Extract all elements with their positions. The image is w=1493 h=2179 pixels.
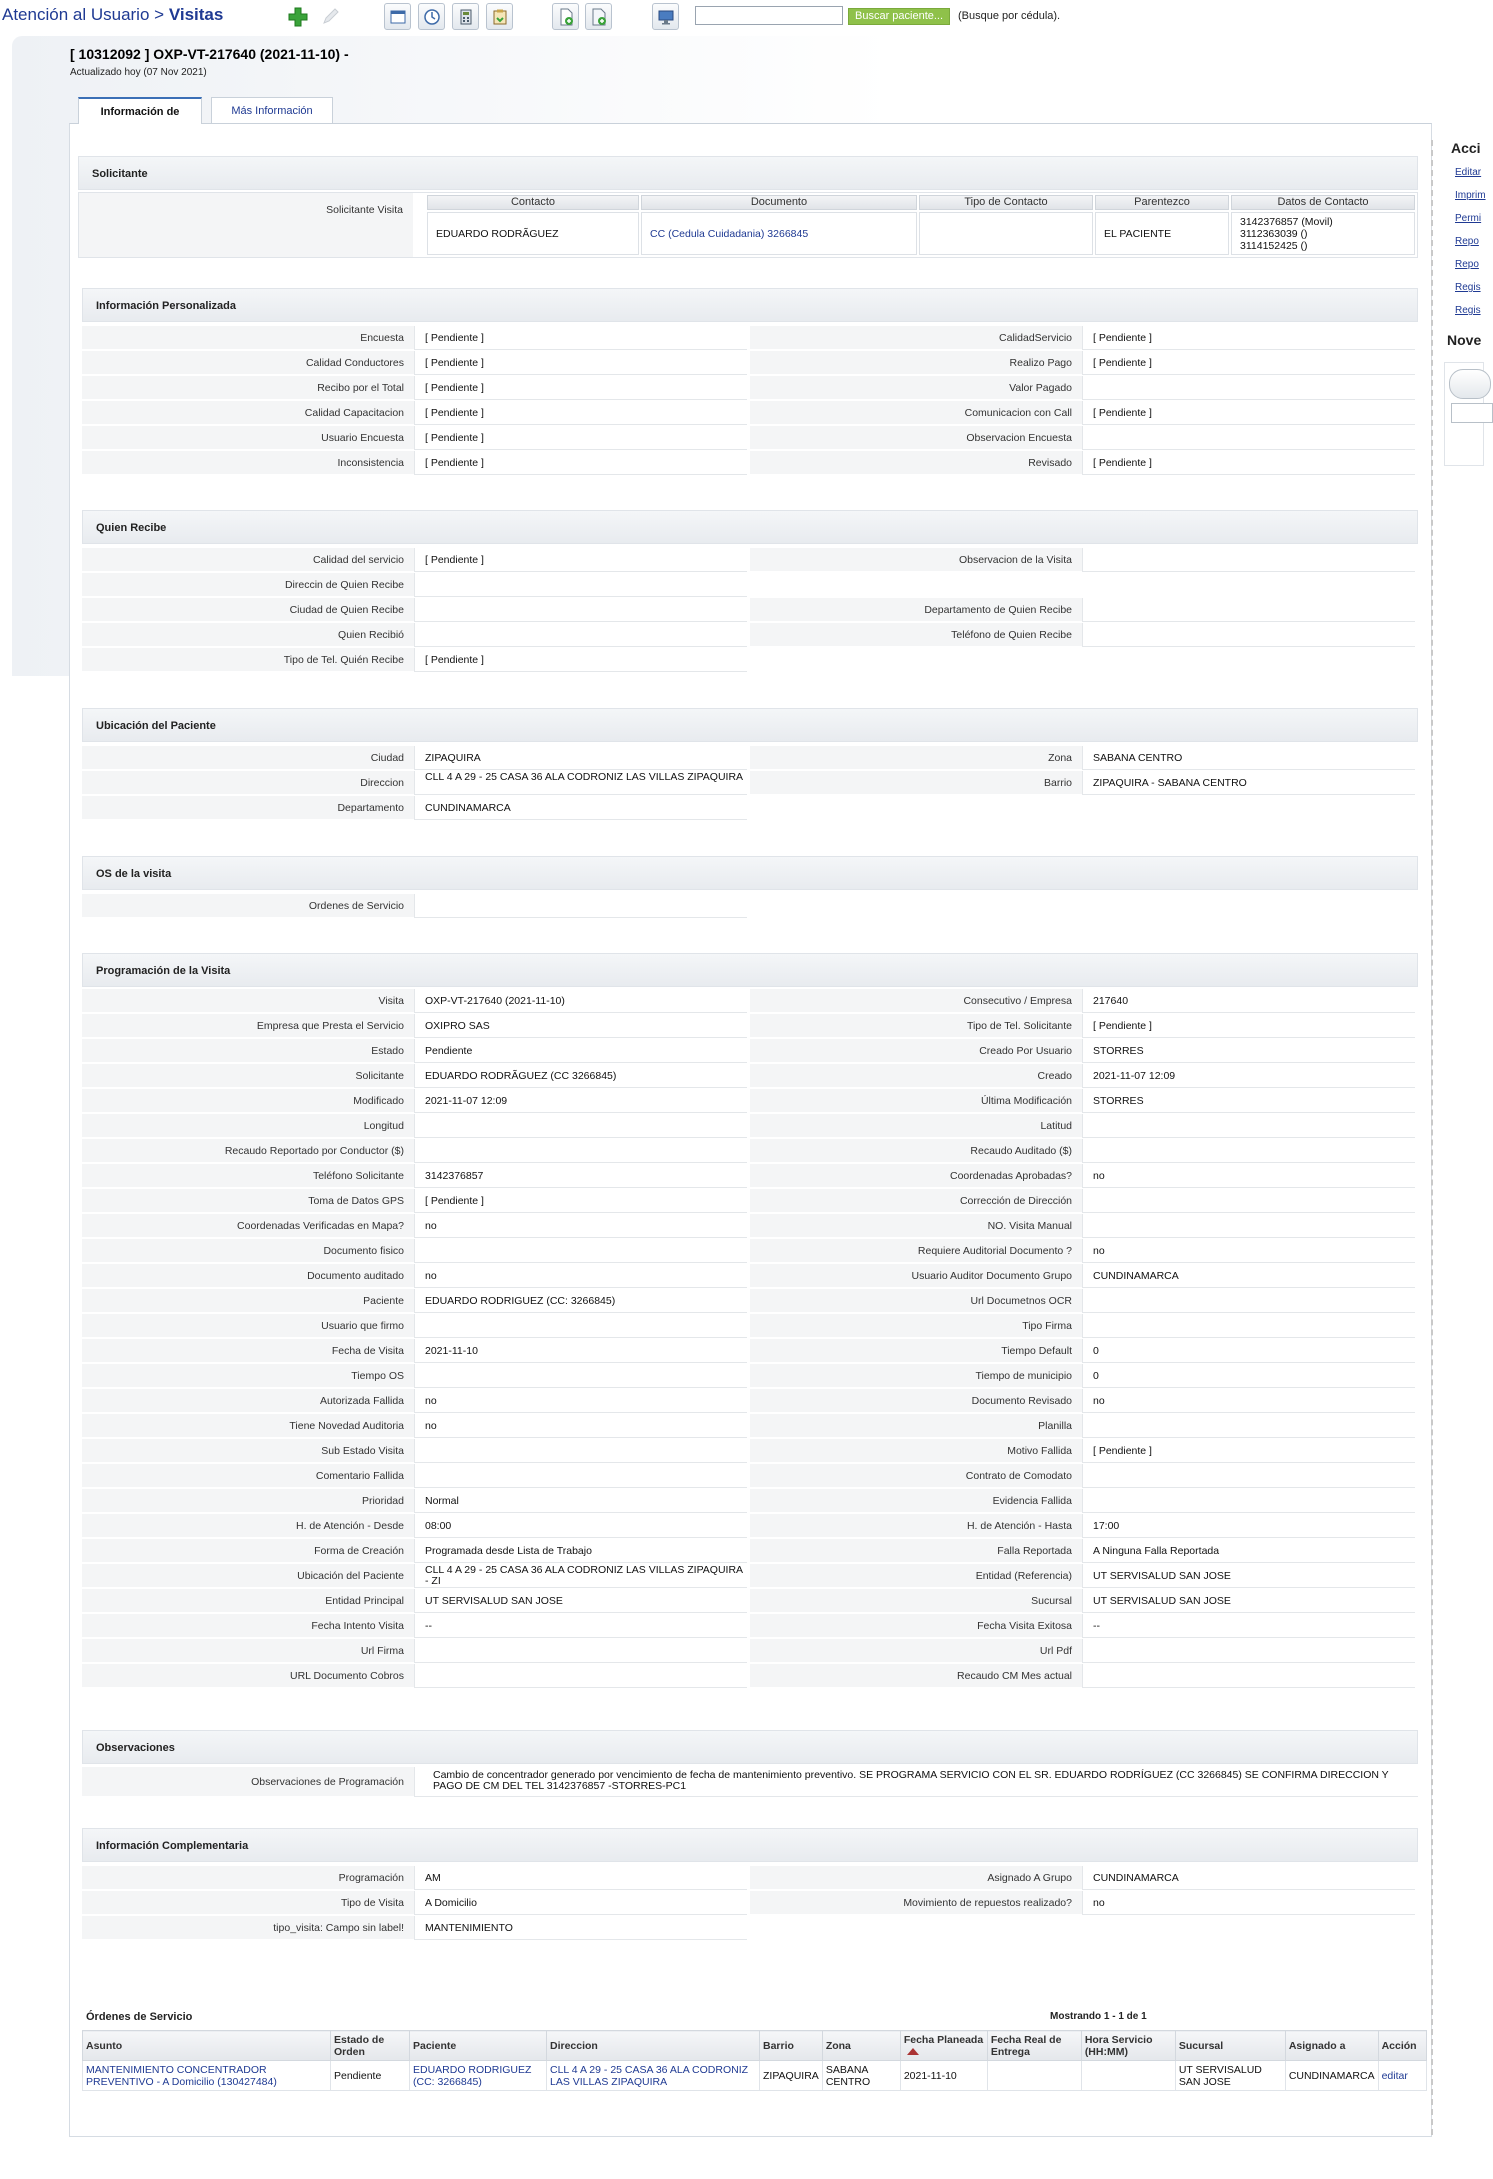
field-value: [ Pendiente ] — [1082, 401, 1415, 425]
field-value: [ Pendiente ] — [414, 376, 747, 400]
tipo-contacto-cell — [919, 212, 1093, 255]
field-value: STORRES — [1082, 1089, 1415, 1113]
field-label: Valor Pagado — [750, 376, 1082, 400]
field-value: no — [1082, 1239, 1415, 1263]
cell-estado: Pendiente — [331, 2061, 410, 2091]
field-label: Entidad Principal — [82, 1589, 414, 1613]
field-label: Comentario Fallida — [82, 1464, 414, 1488]
field-label: Tipo de Tel. Solicitante — [750, 1014, 1082, 1038]
field-value: [ Pendiente ] — [414, 1189, 747, 1213]
field-value: no — [414, 1414, 747, 1438]
field-label: Direccin de Quien Recibe — [82, 573, 414, 597]
field-label: Modificado — [82, 1089, 414, 1113]
field-value: Pendiente — [414, 1039, 747, 1063]
field-label: Tipo de Visita — [82, 1891, 414, 1915]
field-label: URL Documento Cobros — [82, 1664, 414, 1688]
field-value: [ Pendiente ] — [414, 401, 747, 425]
field-value — [1082, 1414, 1415, 1438]
observaciones-row — [82, 1767, 1418, 1797]
add-icon[interactable] — [284, 3, 311, 30]
field-label: Creado Por Usuario — [750, 1039, 1082, 1063]
search-patient-button[interactable]: Buscar paciente... — [848, 8, 950, 25]
field-label: Motivo Fallida — [750, 1439, 1082, 1463]
cell-asunto[interactable]: MANTENIMIENTO CONCENTRADOR PREVENTIVO - A Domicilio (130427484) — [83, 2061, 331, 2091]
field-label: Recaudo CM Mes actual — [750, 1664, 1082, 1688]
th-asunto[interactable]: Asunto — [83, 2031, 331, 2061]
field-value — [414, 598, 747, 622]
sidebar-link-reporte-2[interactable]: Repo — [1455, 259, 1479, 270]
section-title: Información Personalizada — [82, 288, 1418, 322]
field-label: Entidad (Referencia) — [750, 1564, 1082, 1588]
field-value: UT SERVISALUD SAN JOSE — [414, 1589, 747, 1613]
field-label: tipo_visita: Campo sin label! — [82, 1916, 414, 1940]
field-label: CalidadServicio — [750, 326, 1082, 350]
field-value: MANTENIMIENTO — [414, 1916, 747, 1940]
edit-disabled-icon — [317, 3, 344, 30]
record-updated: Actualizado hoy (07 Nov 2021) — [70, 67, 207, 78]
solicitante-box — [78, 192, 1418, 258]
field-value: [ Pendiente ] — [414, 548, 747, 572]
field-value: no — [1082, 1891, 1415, 1915]
field-label: Calidad Capacitacion — [82, 401, 414, 425]
field-label: Tipo de Tel. Quién Recibe — [82, 648, 414, 672]
field-label: Url Pdf — [750, 1639, 1082, 1663]
field-label: Movimiento de repuestos realizado? — [750, 1891, 1082, 1915]
ordenes-table — [82, 2030, 1427, 2091]
field-value — [1082, 426, 1415, 450]
field-label: Tiene Novedad Auditoria — [82, 1414, 414, 1438]
field-value: CUNDINAMARCA — [414, 796, 747, 820]
field-value: [ Pendiente ] — [414, 426, 747, 450]
search-input[interactable] — [695, 6, 843, 25]
section-title: Programación de la Visita — [82, 953, 1418, 987]
section-solicitante — [78, 156, 1418, 190]
th-estado[interactable]: Estado de Orden — [331, 2031, 410, 2061]
field-label: Coordenadas Aprobadas? — [750, 1164, 1082, 1188]
col-tipo-contacto: Tipo de Contacto — [919, 195, 1093, 210]
field-value: no — [414, 1264, 747, 1288]
field-value — [414, 1364, 747, 1388]
documento-cell: CC (Cedula Cuidadania) 3266845 — [641, 212, 917, 255]
novedades-box — [1444, 362, 1484, 466]
field-value: 2021-11-10 — [414, 1339, 747, 1363]
field-value: no — [1082, 1389, 1415, 1413]
field-value: ZIPAQUIRA - SABANA CENTRO — [1082, 771, 1415, 795]
field-label: H. de Atención - Hasta — [750, 1514, 1082, 1538]
field-value: 2021-11-07 12:09 — [1082, 1064, 1415, 1088]
field-label: Recaudo Auditado ($) — [750, 1139, 1082, 1163]
section-title: Quien Recibe — [82, 510, 1418, 544]
record-title: [ 10312092 ] OXP-VT-217640 (2021-11-10) - — [70, 46, 349, 62]
th-fecha-real[interactable]: Fecha Real de Entrega — [987, 2031, 1081, 2061]
cell-hora-servicio — [1081, 2061, 1175, 2091]
field-value: 2021-11-07 12:09 — [414, 1089, 747, 1113]
field-value: Programada desde Lista de Trabajo — [414, 1539, 747, 1563]
section-programacion — [82, 953, 1418, 1682]
field-label: Ciudad — [82, 746, 414, 770]
field-value: [ Pendiente ] — [414, 351, 747, 375]
phone-1: 3142376857 (Movil) — [1240, 216, 1333, 228]
th-sucursal[interactable]: Sucursal — [1175, 2031, 1285, 2061]
section-observaciones — [82, 1730, 1418, 1792]
field-value: 0 — [1082, 1364, 1415, 1388]
field-label: Prioridad — [82, 1489, 414, 1513]
ordenes-caption: Órdenes de Servicio — [86, 2011, 193, 2023]
search-hint: (Busque por cédula). — [958, 10, 1061, 22]
sidebar-link-imprimir[interactable]: Imprim — [1455, 190, 1486, 201]
field-value — [414, 1139, 747, 1163]
sidebar-link-reporte-1[interactable]: Repo — [1455, 236, 1479, 247]
field-value: [ Pendiente ] — [1082, 1439, 1415, 1463]
clipboard-icon[interactable] — [486, 3, 513, 30]
field-value — [1082, 1664, 1415, 1688]
th-paciente[interactable]: Paciente — [410, 2031, 547, 2061]
field-label: Paciente — [82, 1289, 414, 1313]
field-value: [ Pendiente ] — [1082, 351, 1415, 375]
table-row — [83, 2061, 1427, 2091]
field-label: Teléfono de Quien Recibe — [750, 623, 1082, 647]
phone-2: 3112363039 () — [1240, 228, 1308, 240]
field-label: Usuario que firmo — [82, 1314, 414, 1338]
breadcrumb-separator: > — [154, 5, 165, 24]
section-title: Ubicación del Paciente — [82, 708, 1418, 742]
field-label: Zona — [750, 746, 1082, 770]
field-value — [414, 1239, 747, 1263]
col-documento: Documento — [641, 195, 917, 210]
field-label: Visita — [82, 989, 414, 1013]
field-label: Coordenadas Verificadas en Mapa? — [82, 1214, 414, 1238]
novedades-title: Nove — [1447, 332, 1482, 348]
field-label: Tiempo de municipio — [750, 1364, 1082, 1388]
field-label: Documento Revisado — [750, 1389, 1082, 1413]
field-value: 217640 — [1082, 989, 1415, 1013]
field-label: Ciudad de Quien Recibe — [82, 598, 414, 622]
field-value: CLL 4 A 29 - 25 CASA 36 ALA CODRONIZ LAS VILLAS ZIPAQUIRA - ZI — [414, 1564, 747, 1588]
field-value: 17:00 — [1082, 1514, 1415, 1538]
field-label: Creado — [750, 1064, 1082, 1088]
contacto-cell: EDUARDO RODRÃGUEZ — [427, 212, 639, 255]
add-document-icon[interactable] — [552, 3, 579, 30]
field-label: Asignado A Grupo — [750, 1866, 1082, 1890]
field-label: Url Documetnos OCR — [750, 1289, 1082, 1313]
field-label: Usuario Encuesta — [82, 426, 414, 450]
sidebar-divider — [1431, 140, 1433, 2135]
col-datos-contacto: Datos de Contacto — [1231, 195, 1415, 210]
col-parentezco: Parentezco — [1095, 195, 1229, 210]
field-value — [414, 623, 747, 647]
section-title: Información Complementaria — [82, 1828, 1418, 1862]
field-label: Estado — [82, 1039, 414, 1063]
sidebar-link-registro-1[interactable]: Regis — [1455, 282, 1481, 293]
field-label: Departamento — [82, 796, 414, 820]
field-label: Toma de Datos GPS — [82, 1189, 414, 1213]
section-title: OS de la visita — [82, 856, 1418, 890]
field-label: Latitud — [750, 1114, 1082, 1138]
field-value: CUNDINAMARCA — [1082, 1866, 1415, 1890]
field-value — [1082, 1114, 1415, 1138]
field-label: Quien Recibió — [82, 623, 414, 647]
field-label: Comunicacion con Call — [750, 401, 1082, 425]
top-toolbar — [0, 0, 1482, 34]
field-value: [ Pendiente ] — [1082, 1014, 1415, 1038]
field-label: Fecha Intento Visita — [82, 1614, 414, 1638]
sidebar-link-permisos[interactable]: Permi — [1455, 213, 1482, 224]
field-value: -- — [1082, 1614, 1415, 1638]
field-label: Requiere Auditorial Documento ? — [750, 1239, 1082, 1263]
section-complementaria — [82, 1828, 1418, 1934]
field-value: 08:00 — [414, 1514, 747, 1538]
parentezco-cell: EL PACIENTE — [1095, 212, 1229, 255]
field-value — [1082, 548, 1415, 572]
section-os-visita — [82, 856, 1418, 912]
sidebar-title: Acci — [1451, 140, 1481, 156]
field-value — [1082, 1464, 1415, 1488]
field-label: Ordenes de Servicio — [82, 894, 414, 918]
field-value — [1082, 376, 1415, 400]
field-label: Fecha de Visita — [82, 1339, 414, 1363]
field-label: Evidencia Fallida — [750, 1489, 1082, 1513]
field-label: Ubicación del Paciente — [82, 1564, 414, 1588]
field-label: Sucursal — [750, 1589, 1082, 1613]
field-value — [1082, 1214, 1415, 1238]
field-value — [1082, 623, 1415, 647]
field-value: OXP-VT-217640 (2021-11-10) — [414, 989, 747, 1013]
cell-asignado: CUNDINAMARCA — [1285, 2061, 1378, 2091]
field-value — [1082, 1139, 1415, 1163]
clock-icon[interactable] — [418, 3, 445, 30]
field-label: NO. Visita Manual — [750, 1214, 1082, 1238]
field-label: Direccion — [82, 771, 414, 795]
th-fecha-planeada-label: Fecha Planeada — [903, 2033, 984, 2046]
section-ubicacion — [82, 708, 1418, 814]
field-value: A Domicilio — [414, 1891, 747, 1915]
solicitante-label: Solicitante Visita — [79, 193, 413, 257]
field-value: CLL 4 A 29 - 25 CASA 36 ALA CODRONIZ LAS VILLAS ZIPAQUIRA — [414, 771, 747, 795]
field-value: 0 — [1082, 1339, 1415, 1363]
field-label: Recaudo Reportado por Conductor ($) — [82, 1139, 414, 1163]
field-label: Observacion Encuesta — [750, 426, 1082, 450]
field-value: EDUARDO RODRÃGUEZ (CC 3266845) — [414, 1064, 747, 1088]
field-value: no — [1082, 1164, 1415, 1188]
field-value — [414, 1314, 747, 1338]
th-asignado[interactable]: Asignado a — [1285, 2031, 1378, 2061]
field-value: EDUARDO RODRIGUEZ (CC: 3266845) — [414, 1289, 747, 1313]
breadcrumb-page: Visitas — [168, 5, 224, 24]
field-value: [ Pendiente ] — [1082, 451, 1415, 475]
th-accion: Acción — [1378, 2031, 1426, 2061]
sidebar-link-registro-2[interactable]: Regis — [1455, 305, 1481, 316]
field-label: Tipo Firma — [750, 1314, 1082, 1338]
field-label: Última Modificación — [750, 1089, 1082, 1113]
field-label: Tiempo Default — [750, 1339, 1082, 1363]
tab-informacion[interactable]: Información de — [78, 97, 202, 124]
field-label: Contrato de Comodato — [750, 1464, 1082, 1488]
field-label: Longitud — [82, 1114, 414, 1138]
field-label: Calidad Conductores — [82, 351, 414, 375]
field-value: 3142376857 — [414, 1164, 747, 1188]
th-zona[interactable]: Zona — [822, 2031, 900, 2061]
field-value: SABANA CENTRO — [1082, 746, 1415, 770]
novedades-toggle[interactable] — [1449, 369, 1491, 399]
cell-zona: SABANA CENTRO — [822, 2061, 900, 2091]
field-value: STORRES — [1082, 1039, 1415, 1063]
field-value: OXIPRO SAS — [414, 1014, 747, 1038]
field-value: no — [414, 1214, 747, 1238]
field-value: ZIPAQUIRA — [414, 746, 747, 770]
add-record-icon[interactable] — [585, 3, 612, 30]
sidebar-link-editar[interactable]: Editar — [1455, 167, 1482, 178]
breadcrumb — [2, 5, 223, 25]
field-label: H. de Atención - Desde — [82, 1514, 414, 1538]
field-label: Falla Reportada — [750, 1539, 1082, 1563]
field-label: Corrección de Dirección — [750, 1189, 1082, 1213]
field-value — [414, 1114, 747, 1138]
field-value: UT SERVISALUD SAN JOSE — [1082, 1564, 1415, 1588]
field-value — [414, 1464, 747, 1488]
field-value — [1082, 598, 1415, 622]
field-value — [414, 894, 747, 918]
phone-3: 3114152425 () — [1240, 240, 1308, 252]
th-barrio[interactable]: Barrio — [760, 2031, 823, 2061]
field-label: Tiempo OS — [82, 1364, 414, 1388]
cell-fecha-planeada: 2021-11-10 — [900, 2061, 987, 2091]
field-label: Url Firma — [82, 1639, 414, 1663]
field-value: A Ninguna Falla Reportada — [1082, 1539, 1415, 1563]
observaciones-value: Cambio de concentrador generado por vencimiento de fecha de mantenimiento preventivo. SE PROGRAMA SERVICIO CON EL SR. EDUARDO RODRÍGUEZ (CC 3266845) SE CONFIRMA DIRECCION Y PAGO DE CM DEL TEL 3142376857 -STORRES-PC1 — [414, 1767, 1418, 1797]
field-value — [1082, 1314, 1415, 1338]
field-value: [ Pendiente ] — [414, 648, 747, 672]
field-label: Consecutivo / Empresa — [750, 989, 1082, 1013]
cell-barrio: ZIPAQUIRA — [760, 2061, 823, 2091]
field-value: [ Pendiente ] — [1082, 326, 1415, 350]
cell-paciente[interactable]: EDUARDO RODRIGUEZ (CC: 3266845) — [410, 2061, 547, 2091]
field-label: Encuesta — [82, 326, 414, 350]
field-label: Programación — [82, 1866, 414, 1890]
field-label: Usuario Auditor Documento Grupo — [750, 1264, 1082, 1288]
field-value: UT SERVISALUD SAN JOSE — [1082, 1589, 1415, 1613]
section-info-personalizada — [82, 288, 1418, 469]
field-value: no — [414, 1389, 747, 1413]
cell-sucursal: UT SERVISALUD SAN JOSE — [1175, 2061, 1285, 2091]
field-value — [1082, 1289, 1415, 1313]
th-fecha-planeada[interactable] — [900, 2031, 987, 2061]
cell-direccion: CLL 4 A 29 - 25 CASA 36 ALA CODRONIZ LAS VILLAS ZIPAQUIRA — [547, 2061, 760, 2091]
field-label: Teléfono Solicitante — [82, 1164, 414, 1188]
cell-fecha-real — [987, 2061, 1081, 2091]
field-label: Recibo por el Total — [82, 376, 414, 400]
field-label: Documento auditado — [82, 1264, 414, 1288]
field-label: Barrio — [750, 771, 1082, 795]
datos-contacto-cell — [1231, 212, 1415, 255]
field-value — [414, 573, 747, 597]
field-value: AM — [414, 1866, 747, 1890]
field-label: Observacion de la Visita — [750, 548, 1082, 572]
field-value — [414, 1439, 747, 1463]
field-label: Planilla — [750, 1414, 1082, 1438]
field-label: Solicitante — [82, 1064, 414, 1088]
sort-ascending-icon — [907, 2048, 919, 2055]
field-value — [1082, 1189, 1415, 1213]
field-label: Forma de Creación — [82, 1539, 414, 1563]
ordenes-count: Mostrando 1 - 1 de 1 — [1050, 2011, 1147, 2022]
breadcrumb-section[interactable]: Atención al Usuario — [2, 5, 150, 24]
field-label: Empresa que Presta el Servicio — [82, 1014, 414, 1038]
section-quien-recibe — [82, 510, 1418, 666]
field-value — [1082, 1639, 1415, 1663]
field-value: Normal — [414, 1489, 747, 1513]
field-value — [414, 1664, 747, 1688]
window-icon[interactable] — [384, 3, 411, 30]
section-title: Observaciones — [82, 1730, 1418, 1764]
field-label: Autorizada Fallida — [82, 1389, 414, 1413]
calculator-icon[interactable] — [452, 3, 479, 30]
th-direccion[interactable]: Direccion — [547, 2031, 760, 2061]
field-label: Inconsistencia — [82, 451, 414, 475]
field-value: [ Pendiente ] — [414, 326, 747, 350]
th-hora-servicio[interactable]: Hora Servicio (HH:MM) — [1081, 2031, 1175, 2061]
field-label: Revisado — [750, 451, 1082, 475]
field-label: Fecha Visita Exitosa — [750, 1614, 1082, 1638]
field-value: [ Pendiente ] — [414, 451, 747, 475]
col-contacto: Contacto — [427, 195, 639, 210]
field-value — [1082, 1489, 1415, 1513]
field-label: Documento fisico — [82, 1239, 414, 1263]
field-label: Sub Estado Visita — [82, 1439, 414, 1463]
field-value: -- — [414, 1614, 747, 1638]
field-value — [414, 1639, 747, 1663]
monitor-icon[interactable] — [652, 3, 679, 30]
field-label: Realizo Pago — [750, 351, 1082, 375]
field-label: Calidad del servicio — [82, 548, 414, 572]
ordenes-header-row — [83, 2031, 1427, 2061]
field-value: CUNDINAMARCA — [1082, 1264, 1415, 1288]
field-label: Departamento de Quien Recibe — [750, 598, 1082, 622]
actions-sidebar — [1442, 136, 1486, 436]
novedades-input[interactable] — [1451, 403, 1493, 423]
edit-link[interactable]: editar — [1378, 2061, 1426, 2091]
section-title: Solicitante — [78, 156, 1418, 190]
observaciones-label: Observaciones de Programación — [82, 1767, 414, 1797]
tab-mas-informacion[interactable]: Más Información — [211, 97, 333, 123]
